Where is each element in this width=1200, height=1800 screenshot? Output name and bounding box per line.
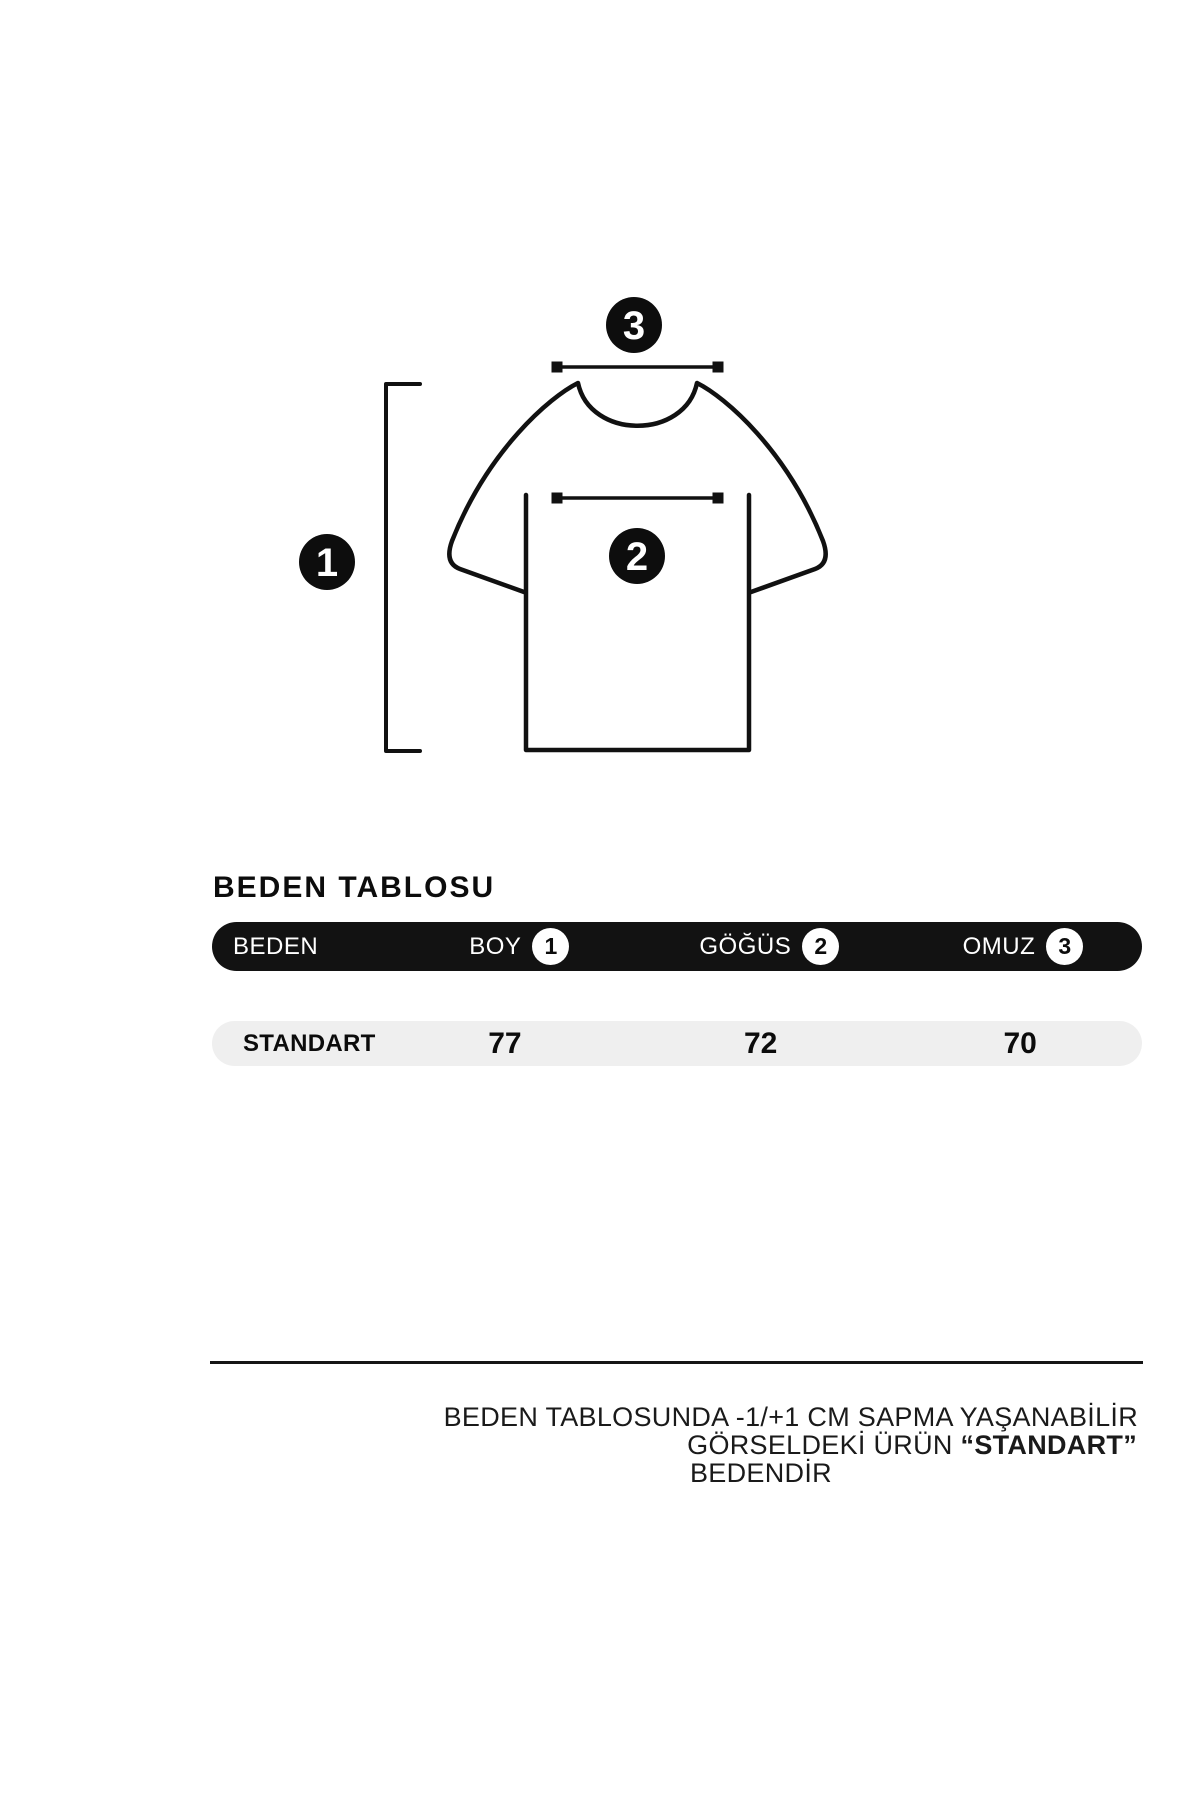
- header-label-boy: BOY: [469, 932, 522, 960]
- marker-1-number: 1: [315, 541, 339, 585]
- marker-2: [609, 528, 665, 584]
- marker-2-number: 2: [625, 535, 649, 579]
- row-value-gogus: 72: [743, 1026, 778, 1060]
- size-table-header: [212, 922, 1142, 971]
- row-value-boy: 77: [488, 1026, 522, 1060]
- row-cell-size: [212, 1030, 387, 1058]
- row-size-label: STANDART: [243, 1029, 376, 1057]
- footer-note-line2-regular: GÖRSELDEKİ ÜRÜN: [687, 1430, 961, 1460]
- header-label-beden: BEDEN: [233, 932, 319, 960]
- header-badge-2: 2: [802, 928, 839, 965]
- size-table-row: [212, 1021, 1142, 1066]
- chest-measure-line: [552, 493, 724, 504]
- marker-1: [299, 534, 355, 590]
- header-cell-omuz: [904, 928, 1142, 965]
- footer-note-line1: BEDEN TABLOSUNDA -1/+1 CM SAPMA YAŞANABİLİR: [443, 1402, 1138, 1432]
- footer-note-line2-bold: “STANDART”: [960, 1430, 1137, 1460]
- header-label-gogus: GÖĞÜS: [699, 932, 792, 960]
- length-bracket: [386, 384, 420, 751]
- row-value-omuz: 70: [1003, 1026, 1037, 1060]
- row-cell-gogus: [623, 1027, 898, 1061]
- marker-3: [606, 297, 662, 353]
- header-label-omuz: OMUZ: [962, 932, 1036, 960]
- header-cell-boy: [404, 928, 635, 965]
- footer-note-line2: [687, 1430, 1137, 1461]
- header-badge-1: 1: [532, 928, 569, 965]
- header-cell-beden: [212, 933, 404, 961]
- shoulder-measure-line: [552, 362, 724, 373]
- header-badge-3: 3: [1046, 928, 1083, 965]
- footer-note-line3: BEDENDİR: [690, 1458, 832, 1488]
- row-cell-boy: [387, 1027, 623, 1061]
- size-chart-title: BEDEN TABLOSU: [213, 871, 496, 904]
- footer-divider: [210, 1361, 1143, 1364]
- header-cell-gogus: [635, 928, 904, 965]
- marker-3-number: 3: [622, 304, 646, 348]
- row-cell-omuz: [898, 1027, 1142, 1061]
